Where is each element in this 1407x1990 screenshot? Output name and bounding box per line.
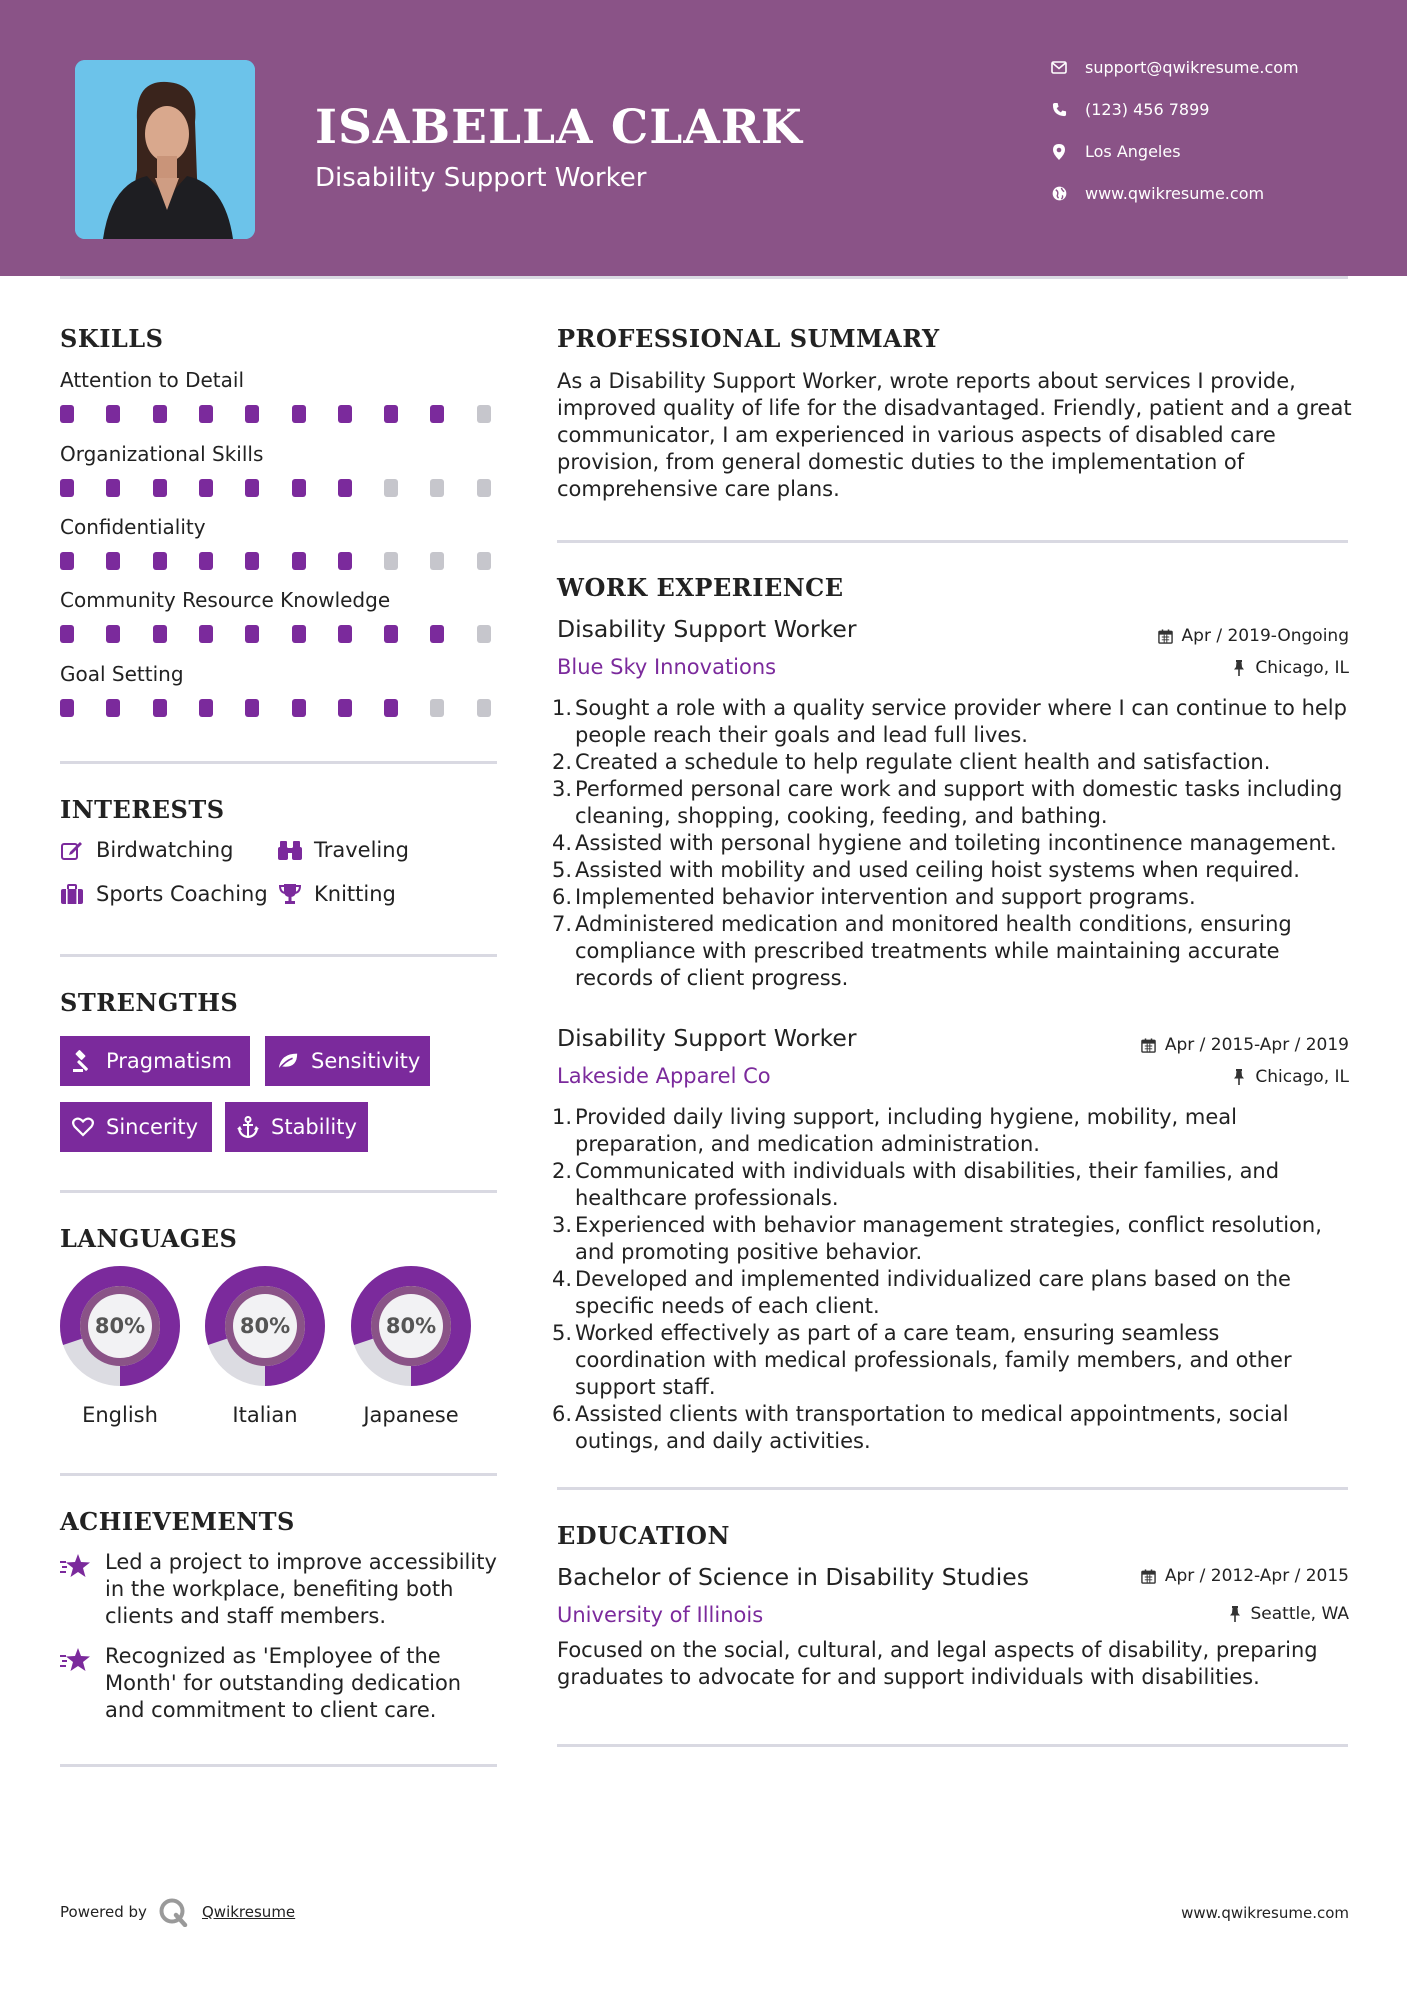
skill-dot-filled <box>430 405 444 423</box>
section-divider <box>60 1190 497 1193</box>
language-name: English <box>82 1403 158 1427</box>
skill-dot-empty <box>384 552 398 570</box>
footer-website[interactable]: www.qwikresume.com <box>1181 1904 1349 1922</box>
interests-title: INTERESTS <box>60 795 225 824</box>
skill-rating <box>60 552 500 570</box>
interest-item <box>278 838 409 862</box>
skill-dot-filled <box>153 625 167 643</box>
gavel-icon <box>72 1050 94 1072</box>
envelope-icon <box>1050 59 1068 77</box>
strength-label: Stability <box>271 1115 357 1139</box>
skill-dot-empty <box>384 479 398 497</box>
skill-dot-filled <box>292 479 306 497</box>
duty-item: Implemented behavior intervention and support programs. <box>575 885 1196 909</box>
binoculars-icon <box>278 838 302 862</box>
skill-dot-filled <box>106 699 120 717</box>
qwikresume-logo-icon <box>158 1897 188 1927</box>
contact-website-text: www.qwikresume.com <box>1085 184 1265 203</box>
achievement-text: Led a project to improve accessibility in the workplace, benefiting both clients and staff members. <box>105 1550 497 1628</box>
phone-icon <box>1050 101 1068 119</box>
footer-brand-link[interactable]: Qwikresume <box>202 1903 296 1921</box>
language-ring <box>204 1265 326 1387</box>
skill-dot-filled <box>199 625 213 643</box>
duty-item: Assisted clients with transportation to medical appointments, social outings, and daily activities. <box>575 1402 1289 1453</box>
skill-dot-filled <box>153 405 167 423</box>
skill-dot-filled <box>384 405 398 423</box>
duty-item: Administered medication and monitored health conditions, ensuring compliance with prescribed treatments while maintaining accurate records of client progress. <box>575 912 1292 990</box>
skill-dot-empty <box>430 552 444 570</box>
skill-dot-filled <box>199 405 213 423</box>
skill-dot-filled <box>199 699 213 717</box>
languages-title: LANGUAGES <box>60 1224 238 1253</box>
pencil-square-icon <box>60 838 84 862</box>
contact-location-text: Los Angeles <box>1085 142 1181 161</box>
contact-location <box>1050 142 1181 161</box>
profile-photo <box>75 60 255 239</box>
skill-rating <box>60 405 500 423</box>
map-pin-icon <box>1050 143 1068 161</box>
job-duties <box>575 695 1355 992</box>
skill-dot-filled <box>245 405 259 423</box>
skill-dot-filled <box>60 405 74 423</box>
trophy-icon <box>278 882 302 906</box>
interest-item <box>60 882 268 906</box>
education-degree: Bachelor of Science in Disability Studies <box>557 1563 1029 1591</box>
interest-label: Birdwatching <box>96 838 234 862</box>
job-location-text: Chicago, IL <box>1255 1067 1349 1087</box>
resume-header <box>0 0 1407 276</box>
strength-label: Sincerity <box>106 1115 199 1139</box>
globe-icon <box>1050 185 1068 203</box>
duty-item: Developed and implemented individualized care plans based on the specific needs of each client. <box>575 1267 1291 1318</box>
heart-icon <box>72 1116 94 1138</box>
duty-item: Experienced with behavior management strategies, conflict resolution, and promoting positive behavior. <box>575 1213 1322 1264</box>
job-dates <box>1158 626 1349 646</box>
skill-dot-filled <box>430 625 444 643</box>
skill-dot-filled <box>245 625 259 643</box>
calendar-icon <box>1141 1037 1157 1053</box>
candidate-title: Disability Support Worker <box>315 163 647 193</box>
job-location <box>1231 1067 1349 1087</box>
star-badge-icon <box>60 1553 92 1579</box>
achievement-text: Recognized as 'Employee of the Month' for outstanding dedication and commitment to client care. <box>105 1644 462 1722</box>
skill-dot-filled <box>338 479 352 497</box>
language-name: Italian <box>232 1403 298 1427</box>
language-ring <box>59 1265 181 1387</box>
contact-email[interactable] <box>1050 58 1299 77</box>
skill-dot-empty <box>430 479 444 497</box>
job-company: Lakeside Apparel Co <box>557 1064 771 1088</box>
duty-item: Assisted with personal hygiene and toileting incontinence management. <box>575 831 1337 855</box>
strength-tag <box>60 1036 250 1086</box>
skill-dot-filled <box>60 625 74 643</box>
anchor-icon <box>237 1116 259 1138</box>
duty-item: Communicated with individuals with disabilities, their families, and healthcare professionals. <box>575 1159 1280 1210</box>
skill-dot-empty <box>477 479 491 497</box>
section-divider <box>557 540 1348 543</box>
contact-phone-text: (123) 456 7899 <box>1085 100 1210 119</box>
duty-item: Worked effectively as part of a care team, ensuring seamless coordination with medical professionals, family members, and other support staff. <box>575 1321 1292 1399</box>
skill-rating <box>60 699 500 717</box>
language-name: Japanese <box>363 1403 459 1427</box>
skill-dot-filled <box>106 405 120 423</box>
section-divider <box>60 954 497 957</box>
section-divider <box>60 761 497 764</box>
section-divider <box>60 1473 497 1476</box>
interest-item <box>60 838 233 862</box>
skill-dot-filled <box>292 625 306 643</box>
education-location-text: Seattle, WA <box>1250 1604 1349 1624</box>
skill-dot-filled <box>153 552 167 570</box>
skill-dot-filled <box>106 479 120 497</box>
duty-item: Performed personal care work and support with domestic tasks including cleaning, shopping, cooking, feeding, and bathing. <box>575 777 1343 828</box>
skill-dot-filled <box>292 405 306 423</box>
skill-dot-filled <box>245 699 259 717</box>
footer-powered-by: Powered by <box>60 1903 147 1921</box>
job-company: Blue Sky Innovations <box>557 655 777 679</box>
job-role: Disability Support Worker <box>557 1024 857 1052</box>
candidate-name: ISABELLA CLARK <box>315 100 803 155</box>
header-divider <box>60 276 1348 279</box>
skill-dot-filled <box>384 699 398 717</box>
job-location <box>1231 658 1349 678</box>
education-title: EDUCATION <box>557 1521 730 1550</box>
strength-tag <box>60 1102 212 1152</box>
skill-dot-filled <box>153 479 167 497</box>
skill-dot-empty <box>477 552 491 570</box>
strength-label: Pragmatism <box>106 1049 232 1073</box>
strength-tag <box>225 1102 368 1152</box>
contact-email-text: support@qwikresume.com <box>1085 58 1299 77</box>
skill-dot-filled <box>384 625 398 643</box>
pushpin-icon <box>1231 660 1247 676</box>
briefcase-icon <box>60 882 84 906</box>
skill-name: Organizational Skills <box>60 442 264 466</box>
skill-dot-empty <box>477 405 491 423</box>
leaf-icon <box>277 1050 299 1072</box>
skill-dot-filled <box>338 405 352 423</box>
skill-dot-filled <box>199 552 213 570</box>
job-dates-text: Apr / 2015-Apr / 2019 <box>1164 1035 1349 1055</box>
job-duties <box>575 1104 1355 1455</box>
skill-rating <box>60 479 500 497</box>
job-location-text: Chicago, IL <box>1255 658 1349 678</box>
job-role: Disability Support Worker <box>557 615 857 643</box>
skill-dot-empty <box>477 699 491 717</box>
star-badge-icon <box>60 1647 92 1673</box>
language-percent: 80% <box>94 1314 146 1338</box>
pushpin-icon <box>1231 1069 1247 1085</box>
skill-dot-filled <box>106 625 120 643</box>
duty-item: Assisted with mobility and used ceiling hoist systems when required. <box>575 858 1300 882</box>
interest-item <box>278 882 396 906</box>
job-dates-text: Apr / 2019-Ongoing <box>1181 626 1349 646</box>
skill-dot-filled <box>60 552 74 570</box>
skill-dot-filled <box>292 699 306 717</box>
language-percent: 80% <box>385 1314 437 1338</box>
education-dates-text: Apr / 2012-Apr / 2015 <box>1164 1566 1349 1586</box>
education-dates <box>1141 1566 1349 1586</box>
pushpin-icon <box>1227 1606 1243 1622</box>
calendar-icon <box>1141 1568 1157 1584</box>
experience-title: WORK EXPERIENCE <box>557 573 844 602</box>
skill-dot-filled <box>60 699 74 717</box>
interest-label: Sports Coaching <box>96 882 268 906</box>
contact-website[interactable] <box>1050 184 1264 203</box>
strength-tag <box>265 1036 430 1086</box>
duty-item: Provided daily living support, including hygiene, mobility, meal preparation, and medication administration. <box>575 1105 1237 1156</box>
skill-name: Community Resource Knowledge <box>60 588 391 612</box>
summary-text: As a Disability Support Worker, wrote reports about services I provide, improved quality of life for the disadvantaged. Friendly, patient and a great communicator, I am experienced in various aspects of disabled care provision, from general domestic duties to the implementation of comprehensive care plans. <box>557 369 1352 501</box>
skill-dot-empty <box>477 625 491 643</box>
section-divider <box>60 1764 497 1767</box>
section-divider <box>557 1744 1348 1747</box>
skill-dot-filled <box>338 699 352 717</box>
skill-rating <box>60 625 500 643</box>
contact-phone[interactable] <box>1050 100 1209 119</box>
skill-dot-filled <box>245 552 259 570</box>
language-percent: 80% <box>239 1314 291 1338</box>
strength-label: Sensitivity <box>311 1049 421 1073</box>
skill-dot-filled <box>153 699 167 717</box>
duty-item: Sought a role with a quality service provider where I can continue to help people reach their goals and lead full lives. <box>575 696 1347 747</box>
calendar-icon <box>1158 628 1174 644</box>
skill-name: Goal Setting <box>60 662 184 686</box>
interest-label: Traveling <box>314 838 409 862</box>
skill-dot-filled <box>338 552 352 570</box>
skill-dot-filled <box>60 479 74 497</box>
summary-title: PROFESSIONAL SUMMARY <box>557 324 940 353</box>
language-ring <box>350 1265 472 1387</box>
education-location <box>1227 1604 1350 1624</box>
skill-dot-filled <box>199 479 213 497</box>
job-dates <box>1141 1035 1349 1055</box>
education-school: University of Illinois <box>557 1603 764 1627</box>
section-divider <box>557 1487 1348 1490</box>
education-text: Focused on the social, cultural, and legal aspects of disability, preparing graduates to advocate for and support individuals with disabilities. <box>557 1638 1318 1689</box>
strengths-title: STRENGTHS <box>60 988 239 1017</box>
duty-item: Created a schedule to help regulate client health and satisfaction. <box>575 750 1271 774</box>
skill-dot-filled <box>338 625 352 643</box>
skill-dot-filled <box>245 479 259 497</box>
skill-name: Confidentiality <box>60 515 206 539</box>
skill-dot-empty <box>430 699 444 717</box>
skill-name: Attention to Detail <box>60 368 245 392</box>
skill-dot-filled <box>292 552 306 570</box>
skills-title: SKILLS <box>60 324 164 353</box>
achievements-title: ACHIEVEMENTS <box>60 1507 295 1536</box>
skill-dot-filled <box>106 552 120 570</box>
interest-label: Knitting <box>314 882 396 906</box>
